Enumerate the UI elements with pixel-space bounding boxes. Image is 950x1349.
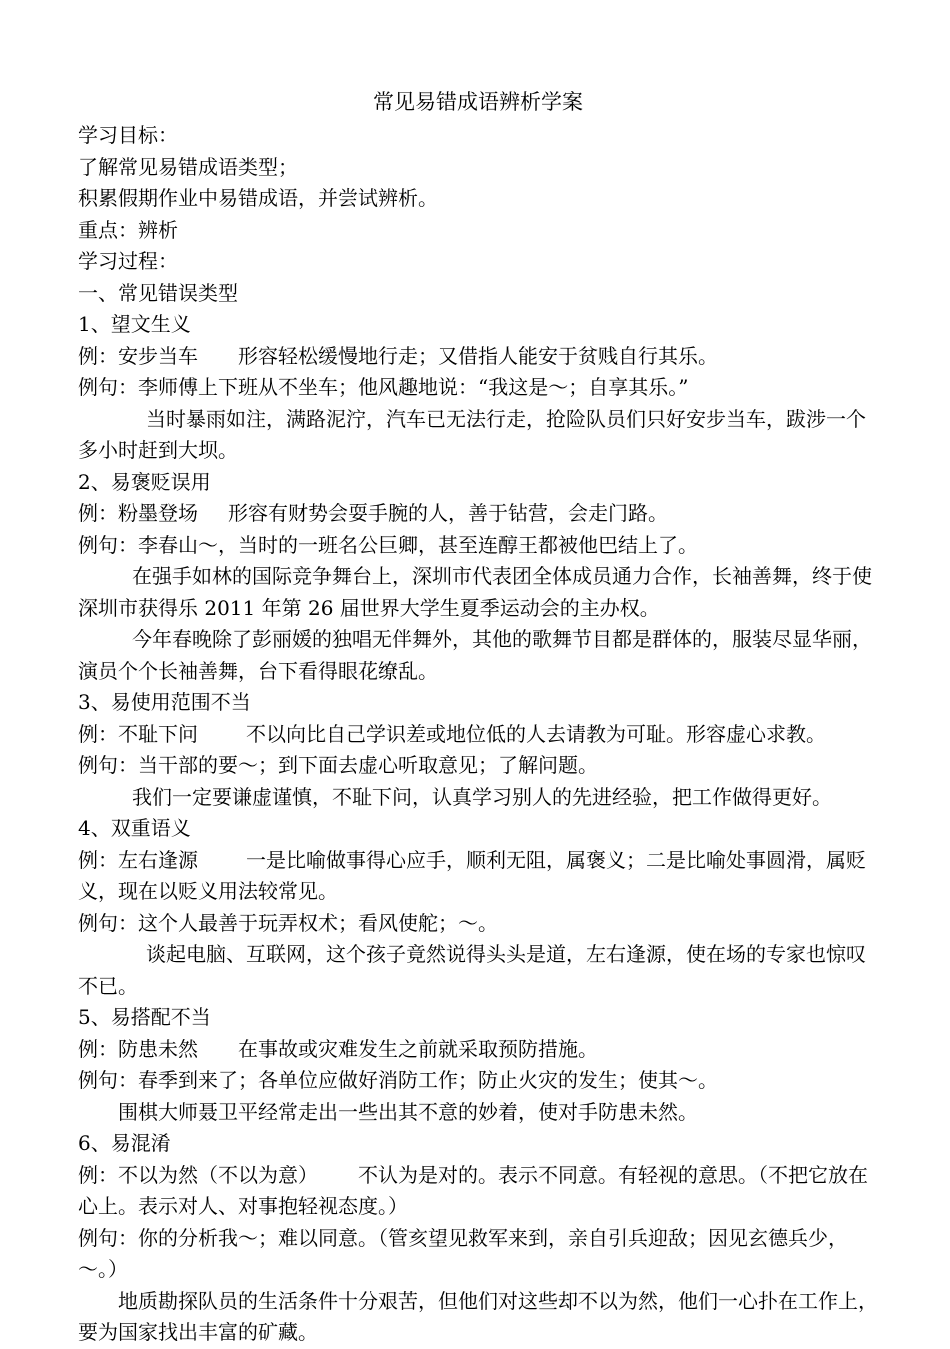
example-definition: 不以向比自己学识差或地位低的人去请教为可耻。形容虚心求教。 [246,721,826,746]
section-heading: 1、望文生义 [78,312,191,336]
goal-item-1: 了解常见易错成语类型； [78,154,298,179]
focus-line: 重点：辨析 [78,217,178,242]
section-heading: 2、易褒贬误用 [78,469,211,494]
example-definition: 形容有财势会耍手腕的人，善于钻营，会走门路。 [228,501,668,525]
example-sentence: 今年春晚除了彭丽媛的独唱无伴舞外，其他的歌舞节目都是群体的，服装尽显华丽，演员个个长袖善舞，台下看得眼花缭乱。 [78,627,872,683]
example-sentence: 例句：李师傅上下班从不坐车；他风趣地说：“我这是～；自享其乐。” [78,375,689,399]
example-line [78,498,878,530]
document-title: 常见易错成语辨析学案 [373,90,583,114]
example-sentence: 当时暴雨如注，满路泥泞，汽车已无法行走，抢险队员们只好安步当车，跋涉一个多小时赶到大坝。 [78,406,866,462]
example-sentence: 例句：当干部的要～；到下面去虚心听取意见；了解问题。 [78,753,598,777]
example-definition: 形容轻松缓慢地行走；又借指人能安于贫贱自行其乐。 [238,343,718,368]
example-sentence: 地质勘探队员的生活条件十分艰苦，但他们对这些却不以为然，他们一心扑在工作上，要为国家找出丰富的矿藏。 [78,1288,878,1344]
example-sentence: 例句：春季到来了；各单位应做好消防工作；防止火灾的发生；使其～。 [78,1068,718,1092]
example-idiom: 例：安步当车 [78,343,198,368]
goal-item-2: 积累假期作业中易错成语，并尝试辨析。 [78,186,438,210]
example-sentence: 围棋大师聂卫平经常走出一些出其不意的妙着，使对手防患未然。 [118,1099,698,1124]
example-line [78,341,878,373]
example-line [78,1160,878,1223]
example-definition: 不认为是对的。表示不同意。有轻视的意思。（不把它放在心上。表示对人、对事抱轻视态度。） [78,1162,868,1218]
example-line [78,719,878,751]
example-sentence: 例句：李春山～，当时的一班名公巨卿，甚至连醇王都被他巴结上了。 [78,532,698,557]
example-idiom: 例：不以为然（不以为意） [78,1162,318,1187]
process-heading: 学习过程： [78,249,178,273]
example-definition: 一是比喻做事得心应手，顺利无阻，属褒义；二是比喻处事圆滑，属贬义，现在以贬义用法较常见。 [78,847,866,903]
example-line [78,845,878,908]
example-idiom: 例：左右逢源 [78,847,198,872]
example-sentence: 例句：你的分析我～；难以同意。（管亥望见救军来到，亲自引兵迎敌；因见玄德兵少，～。） [78,1225,848,1281]
example-sentence: 例句：这个人最善于玩弄权术；看风使舵；～。 [78,910,498,935]
part1-heading: 一、常见错误类型 [78,280,238,305]
example-line [78,1034,878,1066]
section-heading: 4、双重语义 [78,816,191,840]
document-page [78,84,878,1349]
section-heading: 3、易使用范围不当 [78,690,251,714]
example-definition: 在事故或灾难发生之前就采取预防措施。 [238,1036,598,1061]
example-idiom: 例：防患未然 [78,1036,198,1061]
example-sentence: 谈起电脑、互联网，这个孩子竟然说得头头是道，左右逢源，使在场的专家也惊叹不已。 [78,942,866,998]
goal-heading: 学习目标： [78,123,178,147]
example-sentence: 我们一定要谦虚谨慎，不耻下问，认真学习别人的先进经验，把工作做得更好。 [132,784,832,809]
section-heading: 6、易混淆 [78,1131,171,1155]
example-idiom: 例：不耻下问 [78,721,198,746]
example-idiom: 例：粉墨登场 [78,501,198,525]
example-sentence: 在强手如林的国际竞争舞台上，深圳市代表团全体成员通力合作，长袖善舞，终于使深圳市获得乐 2011 年第 26 届世界大学生夏季运动会的主办权。 [78,564,872,620]
section-heading: 5、易搭配不当 [78,1005,211,1029]
